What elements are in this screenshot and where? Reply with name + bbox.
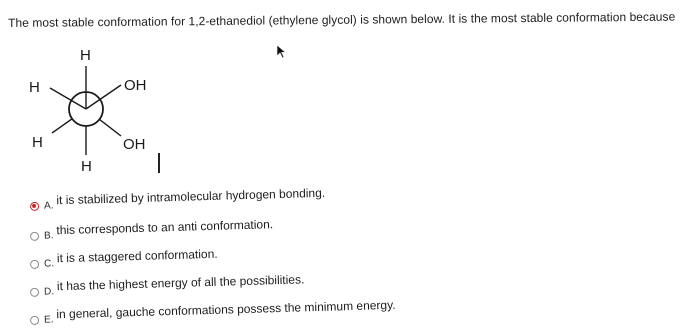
label-front-right: OH [124,77,147,94]
radio-button-d[interactable] [30,288,39,297]
label-back-left: H [32,134,43,151]
option-letter-c: C. [43,258,55,270]
radio-button-b[interactable] [30,232,39,241]
radio-button-a[interactable] [30,202,39,211]
option-a[interactable] [30,186,326,212]
question-text: The most stable conformation for 1,2-ethanediol (ethylene glycol) is shown below. It is the most stable conformation because [8,9,676,30]
radio-button-c[interactable] [30,260,39,269]
radio-button-e[interactable] [30,316,39,325]
option-e[interactable] [30,298,396,326]
option-d[interactable] [30,272,305,298]
option-letter-b: B. [43,230,54,242]
option-letter-d: D. [43,286,55,298]
option-text-d: it has the highest energy of all the possibilities. [56,272,305,294]
option-letter-a: A. [43,200,54,212]
option-text-a: it is stabilized by intramolecular hydrogen bonding. [56,185,326,208]
label-back-right: OH [123,136,146,153]
option-text-c: it is a staggered conformation. [56,246,218,266]
option-b[interactable] [30,217,274,242]
option-letter-e: E. [43,314,54,326]
label-front-top: H [80,47,91,64]
label-back-bottom: H [81,158,92,175]
option-text-e: in general, gauche conformations possess the minimum energy. [56,297,396,322]
option-text-b: this corresponds to an anti conformation. [56,217,274,238]
label-front-left: H [29,79,40,96]
option-c[interactable] [30,247,218,270]
